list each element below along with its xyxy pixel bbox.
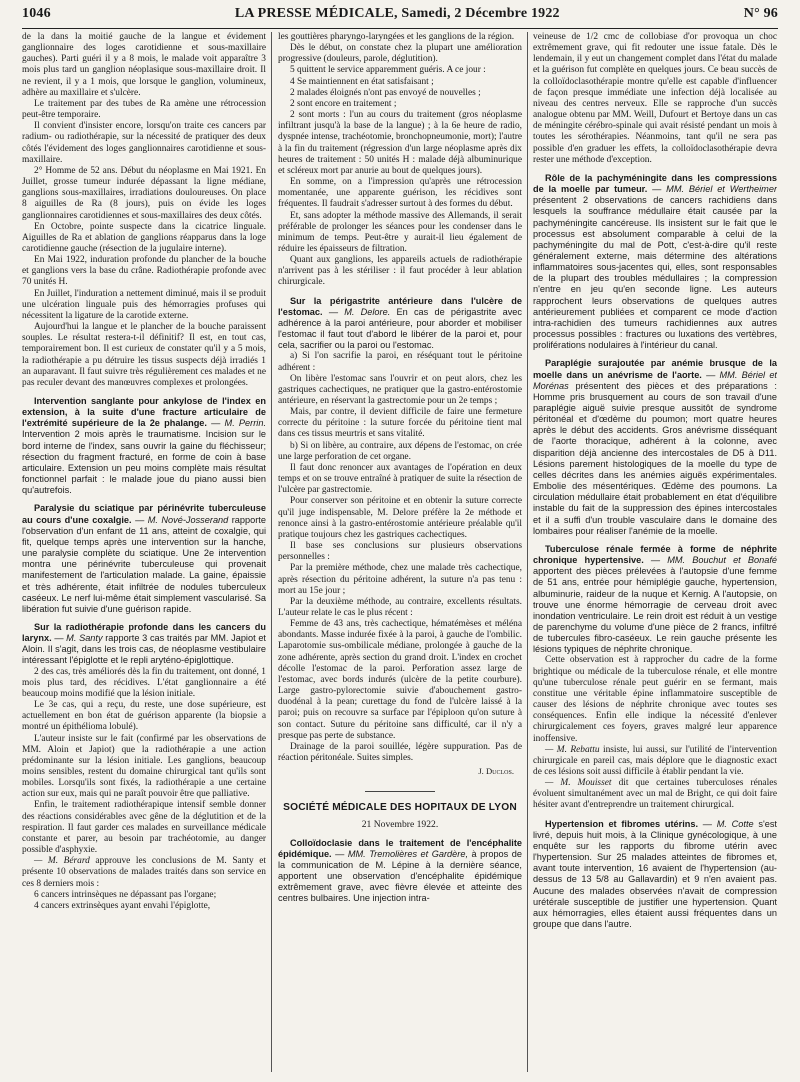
paragraph: 5 quittent le service apparemment guéris. A ce jour : <box>290 65 486 76</box>
section-title: Paraplégie surajoutée par anémie brusque de la moelle dans un anévrisme de l'aorte. <box>533 358 777 380</box>
section-author: — M. Perrin. <box>211 418 266 429</box>
section-text: Intervention 2 mois après le traumatisme. Incision sur le bord interne de l'index, sans ouvrir la gaine du fléchisseur; résection du fragment fracturé, en forme de coin à base articulaire. Extension un peu moins complète mais résultat fonctionnel parfait : le malade joue du piano aussi bien qu'autrefois. <box>22 429 266 496</box>
paragraph: Pour conserver son péritoine et en obtenir la suture correcte qu'il juge indispensable, M. Delore préfère la 2e méthode et renonce ainsi à la gastro-entérostomie antérieure préalable qu'il pratique toujours chez les gastriques cachectiques. <box>278 496 522 540</box>
paragraph <box>533 745 777 778</box>
signature: J. Duclos. <box>478 766 514 777</box>
section-perigastrite <box>278 296 522 352</box>
paragraph-text: dit que certaines tuberculoses rénales évoluent simultanément avec un mal de Bright, ce qui doit faire hésiter avant d'entreprendre un traitement chirurgical. <box>533 778 777 811</box>
paragraph: a) Si l'on sacrifie la paroi, en réséquant tout le péritoine adhérent : <box>278 351 522 373</box>
paragraph: Il convient d'insister encore, lorsqu'on traite ces cancers par radium- ou radiothérapie, sur la nécessité de pratiquer des deux côtés l'évidement des loges ganglionnaires carotidienne et sous-maxillaire. <box>22 121 266 165</box>
section-text: s'est livré, depuis huit mois, à la Clinique gynécologique, à une enquête sur les rapports du fibrome utérin avec l'hypertension. Sur 25 malades atteintes de fibromes et, avant toute intervention, 16 avaient de l'hypertension (au-dessus de 13 5/8 au Gallavardin) et 9 n'en avaient pas. Aucune des malades observées n'avait de compression urétérale susceptible de justifier une hypertension. Quant aux hémorragies, elles étaient aussi fréquentes dans un groupe que dans l'autre. <box>533 818 777 930</box>
section-tuberculose-renale <box>533 544 777 656</box>
section-author: — M. Delore. <box>328 306 391 317</box>
paragraph: En Juillet, l'induration a nettement diminué, mais il se produit une ulcération linguale puis des hémorragies profuses qui nécessitent la ligature de la carotide externe. <box>22 288 266 321</box>
paragraph: Il base ses conclusions sur plusieurs observations personnelles : <box>278 541 522 563</box>
section-intervention-index <box>22 396 266 496</box>
paragraph: En somme, on a l'impression qu'après une rétrocession momentanée, une apparente guérison, les récidives sont fréquentes. Il faudrait s'adresser surtout à des formes du début. <box>278 177 522 210</box>
page-header <box>22 6 778 28</box>
list-item: 2 sont encore en traitement ; <box>290 98 397 109</box>
section-author: — MM. Bériel et Wertheimer <box>652 184 777 195</box>
section-text: apportent des pièces prélevées à l'autopsie d'une femme de 51 ans, entrée pour hémiplégie gauche, hypertension, albuminurie, raideur de la nuque et Kernig. A l'autopsie, on trouve une énorme hémorragie de cerveau droit avec inondation ventriculaire. Le rein droit est réduit à un vestige de parenchyme du volume d'une pièce de 2 francs, infiltré de tubercules fibro-caséeux. Le rein gauche présente les lésions typiques de néphrite chronique. <box>533 566 777 655</box>
section-divider <box>365 791 435 792</box>
paragraph: 2 des cas, très améliorés dès la fin du traitement, ont donné, 1 mois plus tard, des récidives. L'état ganglionnaire a été beaucoup moins modifié que la lésion initiale. <box>22 666 266 699</box>
author-name: — M. Mouisset <box>545 778 612 789</box>
issue-number: N° 96 <box>743 6 778 21</box>
section-paraplegie <box>533 358 777 537</box>
paragraph: Dès le début, on constate chez la plupart une amélioration progressive (douleurs, parole, déglutition). <box>278 43 522 65</box>
section-title: Intervention sanglante pour ankylose de l'index en extension, à la suite d'une fracture articulaire de l'extrémité supérieure de la 2e phalange. <box>22 396 266 429</box>
column-3 <box>533 32 777 1077</box>
paragraph <box>22 856 266 889</box>
paragraph: 2° Homme de 52 ans. Début du néoplasme en Mai 1921. En Juillet, grosse tumeur indurée dépassant la ligne médiane, ganglions sous-maxillaires, irradiations douloureuses. On place 8 aiguilles de Ra (8 jours), puis on évide les loges ganglionnaires carotidiennes et sous-maxillaires des deux côtés. <box>22 165 266 221</box>
paragraph: En Octobre, pointe suspecte dans la cicatrice linguale. Aiguilles de Ra et ablation de ganglions réapparus dans la loge carotidienne gauche (résection de la jugulaire interne). <box>22 221 266 254</box>
paragraph: 6 cancers intrinsèques ne dépassant pas l'organe; <box>34 889 217 900</box>
section-author: — M. Cotte <box>702 818 754 829</box>
section-text: En cas de périgastrite avec adhérence à la paroi antérieure, pour aborder et mobiliser l'estomac il faut tout d'abord le libérer de la paroi et, pour cela, sacrifier ou la paroi ou l'estomac. <box>278 306 522 351</box>
paragraph-text: insiste, lui aussi, sur l'utilité de l'intervention chirurgicale en pareil cas, mais déplore que le diagnostic exact de ces lésions soit aussi difficile à établir pendant la vie. <box>533 744 777 777</box>
section-author: — MM. Tremolières et Gardère, <box>335 848 468 859</box>
paragraph: Quant aux ganglions, les appareils actuels de radiothérapie n'arrivent pas à les stériliser : il faut procéder à leur ablation chirurgicale. <box>278 255 522 288</box>
paragraph: Femme de 43 ans, très cachectique, hématémèses et méléna abondants. Masse indurée fixée à la paroi, à gauche de l'ombilic. Laparotomie sus-ombilicale médiane, prolongée à gauche de la zone adhérente, après section du grand droit. L'index en crochet décolle l'estomac de la paroi. Perforation assez large de l'estomac, avec bords indurés (ulcère de la petite courbure). Large gastro-pylorectomie suivie d'abouchement gastro-duodénal à la pean; curettage du fond de l'ulcère laissé à la paroi; puis on recouvre sa surface par l'épiploon qu'on suture à son contact. Suture du péritoine sans difficulté, car il n'y a presque pas perte de substance. <box>278 619 522 741</box>
paragraph <box>533 778 777 811</box>
list-item: 2 sont morts : l'un au cours du traitement (gros néoplasme infiltrant jusqu'à la base de la langue) ; à la 6e heure de radio, dyspnée intense, trachéotomie, bronchopneumonie, mort); l'autre à la fin du traitement (régression d'un large néoplasme après dix heures de traitement : 50 unités H : malade déjà albuminurique et scléreux mort par anurie au bout de quelques jours). <box>278 110 522 176</box>
author-name: — M. Bérard <box>34 856 90 867</box>
section-colloidoclasie <box>278 838 522 905</box>
paragraph: En Mai 1922, induration profonde du plancher de la bouche et ganglions vers la base du crâne. Radiothérapie profonde avec 70 unités H. <box>22 255 266 288</box>
paragraph: Par la deuxième méthode, au contraire, excellents résultats. L'auteur relate le cas le plus récent : <box>278 596 522 618</box>
paragraph: L'auteur insiste sur le fait (confirmé par les observations de MM. Aloin et Japiot) que la radiothérapie a une action prédominante sur la lésion initiale. Les ganglions, beaucoup moins sensibles, restent du domaine chirurgical tant qu'ils sont mobiles. Lorsqu'ils sont fixés, la radiothérapie a une certaine action sur eux, mais qui ne paraît pouvoir être que palliative. <box>22 733 266 800</box>
section-hypertension-fibromes <box>533 819 777 931</box>
section-title: Tuberculose rénale fermée à forme de néphrite chronique hypertensive. <box>533 543 777 566</box>
author-name: — M. Rebattu <box>545 744 600 755</box>
paragraph: Le 3e cas, qui a reçu, du reste, une dose supérieure, est actuellement en bon état de guérison apparente (la biopsie a montré un épithélioma lobulé). <box>22 700 266 733</box>
paragraph: Il faut donc renoncer aux avantages de l'opération en deux temps et on se trouve entraîné à pratiquer de suite la résection de l'ulcère par gastrectomie. <box>278 462 522 496</box>
section-text: rapporte l'observation d'un enfant de 11 ans, atteint de coxalgie, qui fit, quelque temps après une intervention sur la hanche, une paralysie complète du sciatique. Une 2e intervention montra une périnévrite tuberculeuse qui provenait manifestement de l'articulation malade. La gaine, épaissie et très adhérente, était infiltrée de nodules tuberculeux caséeux. Le nerf lui-même était simplement vascularisé. Sa libération fut suivie d'une guérison rapide. <box>22 514 266 614</box>
paragraph-text: approuve les conclusions de M. Santy et présente 10 observations de malades traités dans son service en ces 8 derniers mois : <box>22 856 266 889</box>
journal-title: LA PRESSE MÉDICALE, Samedi, 2 Décembre 1922 <box>234 6 560 21</box>
section-title: Colloïdoclasie dans le traitement de l'encéphalite épidémique. <box>278 837 522 859</box>
section-title: Sur la radiothérapie profonde dans les cancers du larynx. <box>22 621 266 644</box>
column-divider <box>271 32 272 1072</box>
page-number: 1046 <box>22 6 51 21</box>
paragraph: les gouttières pharyngo-laryngées et les ganglions de la région. <box>278 32 515 42</box>
paragraph: Le traitement par des tubes de Ra amène une rétrocession peut-être temporaire. <box>22 98 266 121</box>
society-title: SOCIÉTÉ MÉDICALE DES HOPITAUX DE LYON <box>283 802 517 814</box>
section-title: Paralysie du sciatique par périnévrite tuberculeuse au cours d'une coxalgie. <box>22 503 266 525</box>
column-2 <box>278 32 522 1077</box>
paragraph: Mais, par contre, il devient difficile de faire une fermeture correcte du péritoine : la suture forcée du péritoine tient mal dans ces tissus meurtris et sans vitalité. <box>278 407 522 440</box>
header-rule <box>22 28 778 29</box>
paragraph: 4 cancers extrinsèques ayant envahi l'épiglotte, <box>34 900 211 911</box>
paragraph: Aujourd'hui la langue et le plancher de la bouche paraissent souples. Le résultat restera-t-il définitif? Il est, en tout cas, temporairement bon. Il est curieux de constater qu'il y a 5 mois, la radiothérapie a pu détruire les tissus suspects déjà irradiés 1 an auparavant. Il faut suivre très régulièrement ces malades et ne pas reculer devant des manœuvres complexes et prolongées. <box>22 322 266 388</box>
section-pachymeningite <box>533 173 777 352</box>
section-title: Rôle de la pachyméningite dans les compressions de la moelle par tumeur. <box>533 172 777 195</box>
paragraph: On libère l'estomac sans l'ouvrir et on peut alors, chez les gastriques cachectiques, ne pratiquer que la gastro-entérostomie antérieure, en réservant la gastrectomie pour un 2e temps ; <box>278 373 522 406</box>
paragraph: veineuse de 1/2 cmc de collobiase d'or provoqua un choc extrêmement grave, qui fit redouter une issue fatale. Dès le lendemain, il y eut un changement complet dans l'état du malade et la guérison fut complète en quelques jours. Ce beau succès de la colloïdoclasothérapie montre qu'elle est capable d'influencer de façon presque immédiate une infection déjà localisée au niveau des centres nerveux. Elle se rapproche d'un succès analogue obtenu par MM. Weill, Dufourt et Bertoye dans un cas de méningite cérébro-spinale qui avait résisté pendant un mois à toutes les sérothérapies. Néanmoins, tant qu'il ne sera pas possible d'en graduer les effets, la colloïdoclasothérapie devra rester une méthode d'exception. <box>533 32 777 165</box>
paragraph: Cette observation est à rapprocher du cadre de la forme brightique ou médicale de la tuberculose rénale, et elle montre qu'une tuberculose rénale peut guérir en se fermant, mais constitue une véritable épine inflammatoire susceptible de causer des lésions de néphrite chronique avec toutes ses conséquences. Enfin elle indique la nécessité d'enlever chirurgicalement ces foyers, graves malgré leur apparence inoffensive. <box>533 655 777 744</box>
section-title: Hypertension et fibromes utérins. <box>545 818 699 829</box>
paragraph: de la dans la moitié gauche de la langue et évidement ganglionnaire des loges carotidienne et sous-maxillaire gauches). Parti guéri il y a 8 mois, le malade voit apparaître 3 mois plus tard un ganglion néoplasique sous-maxillaire droit. Il ne revient, il y a 1 mois, que lorsque le ganglion, volumineux, adhère au maxillaire et s'ulcère. <box>22 32 266 98</box>
paragraph: Par la première méthode, chez une malade très cachectique, après résection du péritoine adhérent, la suture n'a pas tenu : mort au 15e jour ; <box>278 563 522 596</box>
column-1 <box>22 32 266 1077</box>
paragraph: b) Si on libère, au contraire, aux dépens de l'estomac, on crée une large perforation de cet organe. <box>278 440 522 462</box>
section-author: — M. Nové-Josserand <box>135 514 229 525</box>
section-text: présentent des pièces et des préparations : Homme pris brusquement au cours de son travail d'une paraplégie aiguë suivie presque aussitôt de syndrome péritonéal et d'œdème du poumon; mort quatre heures après le début des accidents. Gros anévrisme disséquant de l'aorte thoracique, adhérent à la colonne, avec disparition déjà ancienne des intercostales de D5 à D11. Lésions parement histologiques de la moelle du type de celles décrites dans les anémies aiguës expérimentales. Embolie des mésentériques. Œdème des poumons. La circulation médullaire était probablement en état d'équilibre instable du fait de la suppression des épines intercostales et il a suffi d'un trouble vasculaire dans le domaine des lombaires pour réaliser l'anémie de la moelle. <box>533 380 777 536</box>
section-title: Sur la périgastrite antérieure dans l'ulcère de l'estomac. <box>278 295 522 317</box>
section-text: à propos de la communication de M. Lépine à la dernière séance, apportent une observation d'encéphalite épidémique extrêmement grave, avec fièvre élevée et atteinte des centres bulbaires. Une injection intra- <box>278 848 522 904</box>
column-divider <box>527 32 528 1072</box>
section-author: — M. Santy <box>54 633 103 644</box>
section-author: — MM. Bouchut et Bonafé <box>650 555 777 566</box>
section-author: — MM. Bériel et Morénas <box>533 369 777 391</box>
section-radiotherapie-larynx <box>22 622 266 667</box>
list-item: 4 Se maintiennent en état satisfaisant ; <box>290 76 434 87</box>
list-item: 2 malades éloignés n'ont pas envoyé de nouvelles ; <box>290 87 481 98</box>
paragraph: Drainage de la paroi souillée, légère suppuration. Pas de réaction péritonéale. Suites simples. <box>278 741 522 763</box>
section-paralysie-sciatique <box>22 503 266 615</box>
session-date: 21 Novembre 1922. <box>361 819 439 831</box>
paragraph: Et, sans adopter la méthode massive des Allemands, il serait préférable de prolonger les séances pour les condenser dans le minimum de temps. Peut-être y aurait-il lieu également de réduire les épaisseurs de filtration. <box>278 210 522 254</box>
section-text: présentent 2 observations de cancers rachidiens dans lesquels la souffrance médullaire était causée par la pachyméningite cancéreuse. Ils insistent sur le fait que le processus est absolument comparable à celui de la pachyméningite du mal de Pott, c'est-à-dire qu'il reste généralement externe, mais détermine des altérations inflammatoires sous-jacentes qui, elles, sont responsables de la plupart des troubles médullaires ; la compression n'entre en jeu qu'en seconde ligne. Les auteurs rapprochent leurs observations de quelques autres antérieurement publiées et comparent ce mode d'action intra-rachidien des tumeurs rachidiennes aux autres processus possibles : fractures ou luxations des vertèbres, proliférations nodulaires à l'intérieur du canal. <box>533 195 777 351</box>
paragraph: Enfin, le traitement radiothérapique intensif semble donner des réactions considérables avec gêne de la déglutition et de la respiration. Il faut garder ces malades en surveillance médicale constante et parer, au besoin par trachéotomie, au danger possible d'asphyxie. <box>22 800 266 856</box>
section-text: rapporte 3 cas traités par MM. Japiot et Aloin. Il s'agit, dans les trois cas, de néoplasme vestibulaire intéressant l'épiglotte et le repli aryténo-épiglottique. <box>22 633 266 666</box>
